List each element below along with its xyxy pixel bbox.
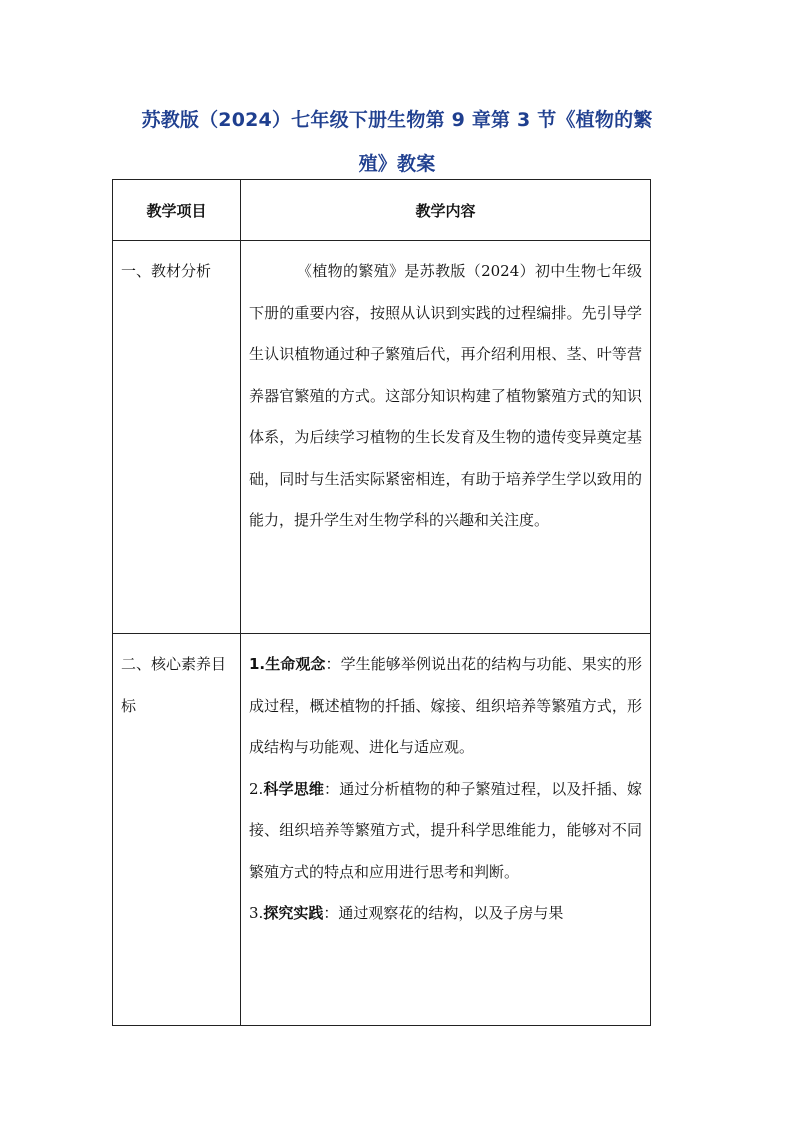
objective-number: 2. — [249, 779, 264, 798]
textbook-analysis-text: 《植物的繁殖》是苏教版（2024）初中生物七年级下册的重要内容，按照从认识到实践的过程编排。先引导学生认识植物通过种子繁殖后代，再介绍利用根、茎、叶等营养器官繁殖的方式。这部分知识构建了植物繁殖方式的知识体系，为后续学习植物的生长发育及生物的遗传变异奠定基础，同时与生活实际紧密相连，有助于培养学生学以致用的能力，提升学生对生物学科的兴趣和关注度。 — [249, 262, 642, 529]
row-item-textbook-analysis: 一、教材分析 — [113, 241, 241, 634]
table-row — [113, 634, 651, 1026]
table-header-row — [113, 180, 651, 241]
objective-point — [249, 769, 642, 894]
row-content-core-literacy — [241, 634, 651, 1026]
objective-label: 生命观念 — [265, 655, 326, 673]
title-line-1: 苏教版（2024）七年级下册生物第 9 章第 3 节《植物的繁 — [141, 109, 653, 131]
objective-separator: ： — [324, 779, 340, 798]
objective-label: 探究实践 — [263, 904, 324, 922]
header-teaching-item: 教学项目 — [113, 180, 241, 241]
row-content-textbook-analysis — [241, 241, 651, 634]
objective-separator: ： — [325, 655, 341, 673]
lesson-plan-table — [112, 179, 651, 1026]
objective-number: 3. — [249, 904, 264, 922]
objective-separator: ： — [323, 904, 339, 922]
table-row — [113, 241, 651, 634]
header-teaching-content: 教学内容 — [241, 180, 651, 241]
objective-text: 通过观察花的结构，以及子房与果 — [338, 904, 564, 922]
title-line-2: 殖》教案 — [358, 153, 436, 175]
objective-text: 通过分析植物的种子繁殖过程，以及扦插、嫁接、组织培养等繁殖方式，提升科学思维能力，能够对不同繁殖方式的特点和应用进行思考和判断。 — [249, 779, 642, 881]
row-item-core-literacy: 二、核心素养目标 — [113, 634, 241, 1026]
objective-point — [249, 644, 642, 769]
document-title — [112, 98, 682, 186]
objective-number: 1. — [249, 655, 266, 673]
objective-text: 学生能够举例说出花的结构与功能、果实的形成过程，概述植物的扦插、嫁接、组织培养等繁殖方式，形成结构与功能观、进化与适应观。 — [249, 655, 642, 756]
objective-point — [249, 893, 642, 935]
objective-label: 科学思维 — [263, 779, 325, 798]
